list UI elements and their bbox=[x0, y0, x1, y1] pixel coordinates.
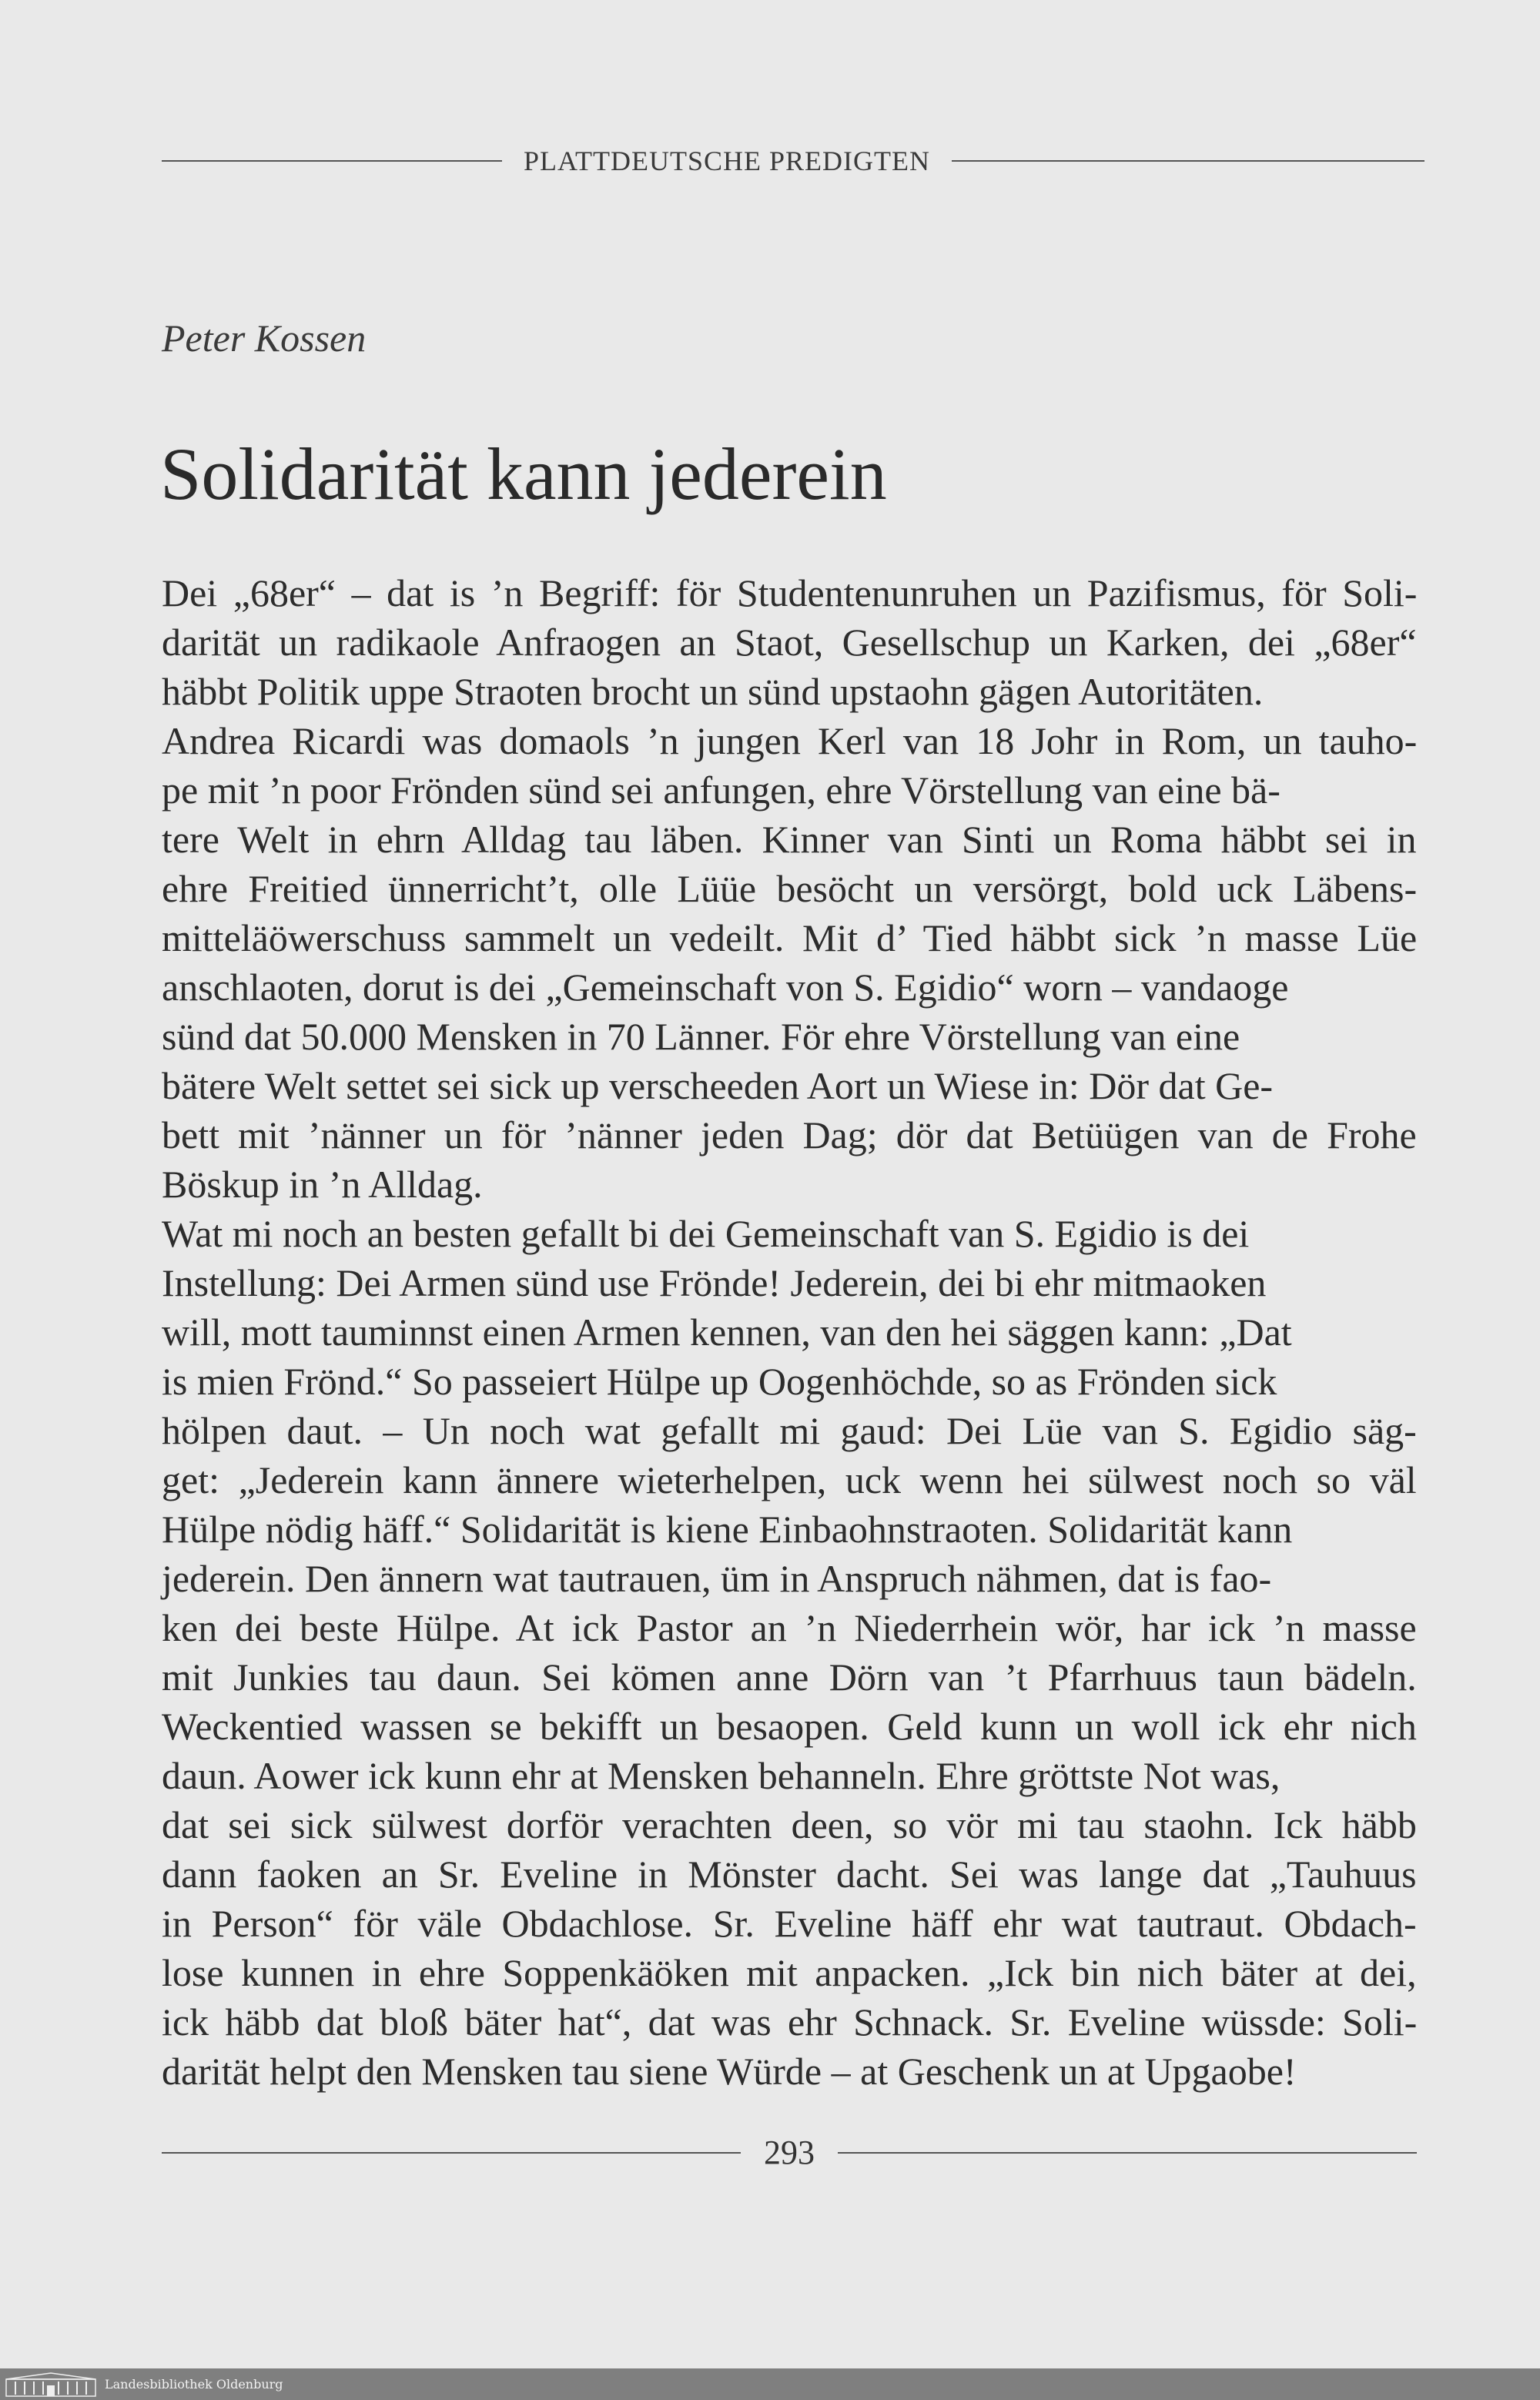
running-head bbox=[162, 145, 1424, 177]
running-head-label: PLATTDEUTSCHE PREDIGTEN bbox=[524, 146, 930, 176]
library-footer-bar bbox=[0, 2368, 1540, 2400]
text-line: daun. Aower ick kunn ehr at Mensken behanneln. Ehre gröttste Not was, bbox=[162, 1754, 1281, 1797]
text-line: dann faoken an Sr. Eveline in Mönster dacht. Sei was lange dat „Tauhuus bbox=[162, 1853, 1417, 1896]
text-line: is mien Frönd.“ So passeiert Hülpe up Oogenhöchde, so as Frönden sick bbox=[162, 1360, 1277, 1403]
text-line: get: „Jederein kann ännere wieterhelpen, uck wenn hei sülwest noch so väl bbox=[162, 1458, 1417, 1501]
text-line: will, mott tauminnst einen Armen kennen, van den hei säggen kann: „Dat bbox=[162, 1310, 1292, 1354]
text-line: darität un radikaole Anfraogen an Staot, Gesellschup un Karken, dei „68er“ bbox=[162, 621, 1417, 664]
text-line: ken dei beste Hülpe. At ick Pastor an ’n Niederrhein wör, har ick ’n masse bbox=[162, 1606, 1417, 1649]
text-line: lose kunnen in ehre Soppenkäöken mit anpacken. „Ick bin nich bäter at dei, bbox=[162, 1951, 1417, 1994]
paragraph-1 bbox=[162, 568, 1417, 1209]
running-head-right-rule bbox=[952, 160, 1424, 162]
text-line: in Person“ för väle Obdachlose. Sr. Eveline häff ehr wat tautraut. Obdach- bbox=[162, 1902, 1417, 1945]
body-text bbox=[162, 568, 1417, 2096]
paragraph-2 bbox=[162, 1209, 1417, 2096]
text-line: bett mit ’nänner un för ’nänner jeden Dag; dör dat Betüügen van de Frohe bbox=[162, 1113, 1417, 1156]
text-line: jederein. Den ännern wat tautrauen, üm in Anspruch nähmen, dat is fao- bbox=[162, 1557, 1272, 1600]
text-line: Andrea Ricardi was domaols ’n jungen Kerl van 18 Johr in Rom, un tauho- bbox=[162, 719, 1418, 762]
text-line: Hülpe nödig häff.“ Solidarität is kiene Einbaohnstraoten. Solidarität kann bbox=[162, 1508, 1293, 1551]
text-line: darität helpt den Mensken tau siene Würde – at Geschenk un at Upgaobe! bbox=[162, 2050, 1297, 2093]
footer-left-rule bbox=[162, 2152, 741, 2154]
page-footer bbox=[162, 2133, 1417, 2172]
article-title: Solidarität kann jederein bbox=[160, 433, 887, 515]
text-line: pe mit ’n poor Frönden sünd sei anfungen, ehre Vörstellung van eine bä- bbox=[162, 768, 1281, 812]
text-line: anschlaoten, dorut is dei „Gemeinschaft von S. Egidio“ worn – vandaoge bbox=[162, 966, 1289, 1009]
running-head-left-rule bbox=[162, 160, 502, 162]
author-name: Peter Kossen bbox=[162, 316, 367, 360]
library-name: Landesbibliothek Oldenburg bbox=[105, 2377, 283, 2392]
text-line: ehre Freitied ünnerricht’t, olle Lüüe besöcht un versörgt, bold uck Läbens- bbox=[162, 867, 1418, 910]
text-line: sünd dat 50.000 Mensken in 70 Länner. För ehre Vörstellung van eine bbox=[162, 1015, 1240, 1058]
text-line: Dei „68er“ – dat is ’n Begriff: för Studentenunruhen un Pazifismus, för Soli- bbox=[162, 571, 1418, 614]
text-line: häbbt Politik uppe Straoten brocht un sünd upstaohn gägen Autoritäten. bbox=[162, 670, 1264, 713]
text-line: dat sei sick sülwest dorför verachten deen, so vör mi tau staohn. Ick häbb bbox=[162, 1803, 1417, 1846]
text-line: tere Welt in ehrn Alldag tau läben. Kinner van Sinti un Roma häbbt sei in bbox=[162, 818, 1417, 861]
text-line: ick häbb dat bloß bäter hat“, dat was ehr Schnack. Sr. Eveline wüssde: Soli- bbox=[162, 2000, 1418, 2044]
text-line: Instellung: Dei Armen sünd use Frönde! Jederein, dei bi ehr mitmaoken bbox=[162, 1261, 1267, 1304]
footer-right-rule bbox=[838, 2152, 1417, 2154]
text-line: mitteläöwerschuss sammelt un vedeilt. Mit d’ Tied häbbt sick ’n masse Lüe bbox=[162, 916, 1418, 959]
library-building-icon bbox=[5, 2372, 97, 2397]
text-line: Wat mi noch an besten gefallt bi dei Gemeinschaft van S. Egidio is dei bbox=[162, 1212, 1250, 1255]
text-line: Weckentied wassen se bekifft un besaopen. Geld kunn un woll ick ehr nich bbox=[162, 1705, 1417, 1748]
page-number: 293 bbox=[764, 2134, 815, 2171]
text-line: mit Junkies tau daun. Sei kömen anne Dörn van ’t Pfarrhuus taun bädeln. bbox=[162, 1655, 1417, 1699]
text-line: bätere Welt settet sei sick up verscheeden Aort un Wiese in: Dör dat Ge- bbox=[162, 1064, 1274, 1107]
text-line: hölpen daut. – Un noch wat gefallt mi gaud: Dei Lüe van S. Egidio säg- bbox=[162, 1409, 1417, 1452]
text-line: Böskup in ’n Alldag. bbox=[162, 1163, 483, 1206]
